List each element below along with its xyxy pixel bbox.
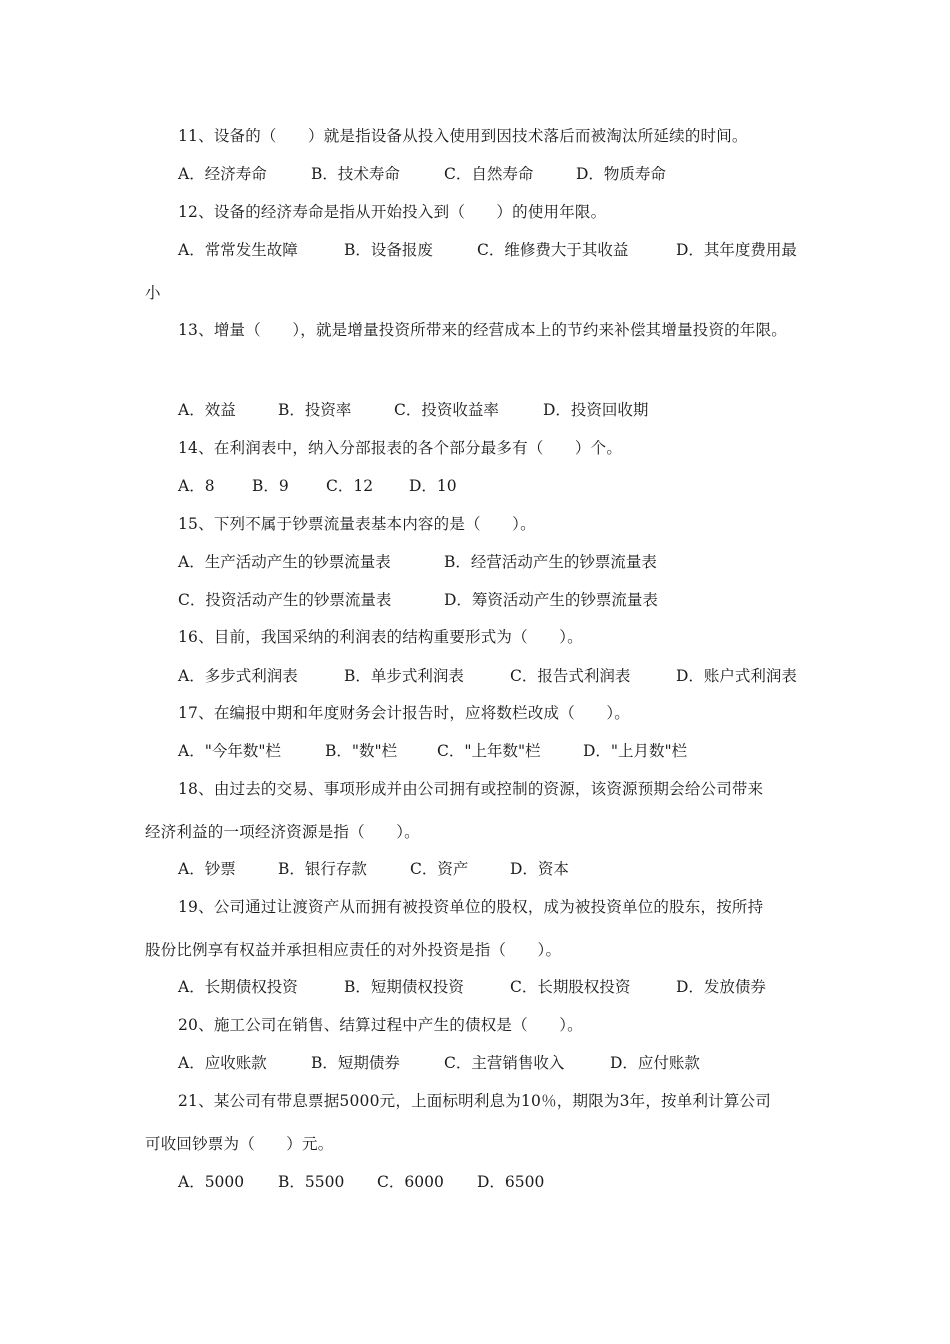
option-d: D．账户式利润表 xyxy=(676,667,797,685)
option-b: B．设备报废 xyxy=(344,241,433,259)
question-19-text-line2: 股份比例享有权益并承担相应责任的对外投资是指（ ）。 xyxy=(145,941,562,959)
question-21-options xyxy=(178,1172,545,1292)
option-c: C．"上年数"栏 xyxy=(437,742,541,760)
option-a: A．5000 xyxy=(178,1173,245,1191)
option-c: C．主营销售收入 xyxy=(444,1054,565,1072)
option-d: D．资本 xyxy=(510,860,569,878)
option-b: B．技术寿命 xyxy=(311,165,400,183)
option-a: A．"今年数"栏 xyxy=(178,742,281,760)
option-a: A．应收账款 xyxy=(178,1054,267,1072)
question-12-option-continuation: 小 xyxy=(145,284,161,302)
option-b: B．经营活动产生的钞票流量表 xyxy=(444,553,657,571)
option-a: A．多步式利润表 xyxy=(178,667,298,685)
option-d: D．发放债券 xyxy=(676,978,766,996)
option-b: B．短期债权投资 xyxy=(344,978,464,996)
option-a: A．长期债权投资 xyxy=(178,978,298,996)
question-19-text-line1: 19、公司通过让渡资产从而拥有被投资单位的股权，成为被投资单位的股东，按所持 xyxy=(178,898,764,916)
option-c: C．维修费大于其收益 xyxy=(477,241,629,259)
option-b: B．银行存款 xyxy=(278,860,367,878)
option-a: A．钞票 xyxy=(178,860,236,878)
option-d: D．投资回收期 xyxy=(543,401,649,419)
option-c: C．报告式利润表 xyxy=(510,667,631,685)
option-d: D．"上月数"栏 xyxy=(583,742,688,760)
question-14-text: 14、在利润表中，纳入分部报表的各个部分最多有（ ）个。 xyxy=(178,439,623,457)
question-21-text-line1: 21、某公司有带息票据5000元，上面标明利息为10％，期限为3年，按单利计算公司 xyxy=(178,1092,771,1110)
option-b: B．"数"栏 xyxy=(325,742,398,760)
option-a: A．常常发生故障 xyxy=(178,241,298,259)
option-b: B．单步式利润表 xyxy=(344,667,464,685)
question-11-text: 11、设备的（ ）就是指设备从投入使用到因技术落后而被淘汰所延续的时间。 xyxy=(178,127,748,145)
option-c: C．长期股权投资 xyxy=(510,978,631,996)
question-16-text: 16、目前，我国采纳的利润表的结构重要形式为（ ）。 xyxy=(178,628,583,646)
question-18-text-line2: 经济利益的一项经济资源是指（ ）。 xyxy=(145,823,420,841)
option-b: B．投资率 xyxy=(278,401,352,419)
option-d: D．10 xyxy=(409,477,457,495)
option-d: D．6500 xyxy=(477,1173,545,1191)
option-b: B．5500 xyxy=(278,1173,345,1191)
question-20-text: 20、施工公司在销售、结算过程中产生的债权是（ ）。 xyxy=(178,1016,583,1034)
option-d: D．应付账款 xyxy=(610,1054,700,1072)
option-c: C．投资收益率 xyxy=(394,401,499,419)
option-d: D．筹资活动产生的钞票流量表 xyxy=(444,591,658,609)
option-c: C．资产 xyxy=(410,860,469,878)
option-c: C．12 xyxy=(326,477,374,495)
question-18-text-line1: 18、由过去的交易、事项形成并由公司拥有或控制的资源，该资源预期会给公司带来 xyxy=(178,780,764,798)
option-a: A．8 xyxy=(178,477,215,495)
option-c: C．投资活动产生的钞票流量表 xyxy=(178,591,392,609)
option-b: B．9 xyxy=(252,477,289,495)
option-d: D．其年度费用最 xyxy=(676,241,797,259)
option-a: A．生产活动产生的钞票流量表 xyxy=(178,553,391,571)
question-21-text-line2: 可收回钞票为（ ）元。 xyxy=(145,1135,334,1153)
option-d: D．物质寿命 xyxy=(576,165,666,183)
option-b: B．短期债券 xyxy=(311,1054,400,1072)
option-a: A．效益 xyxy=(178,401,236,419)
question-12-text: 12、设备的经济寿命是指从开始投入到（ ）的使用年限。 xyxy=(178,203,607,221)
question-17-text: 17、在编报中期和年度财务会计报告时，应将数栏改成（ ）。 xyxy=(178,704,630,722)
question-13-text: 13、增量（ ），就是增量投资所带来的经营成本上的节约来补偿其增量投资的年限。 xyxy=(178,321,787,339)
option-c: C．自然寿命 xyxy=(444,165,534,183)
option-a: A．经济寿命 xyxy=(178,165,267,183)
question-15-text: 15、下列不属于钞票流量表基本内容的是（ ）。 xyxy=(178,515,536,533)
option-c: C．6000 xyxy=(377,1173,444,1191)
